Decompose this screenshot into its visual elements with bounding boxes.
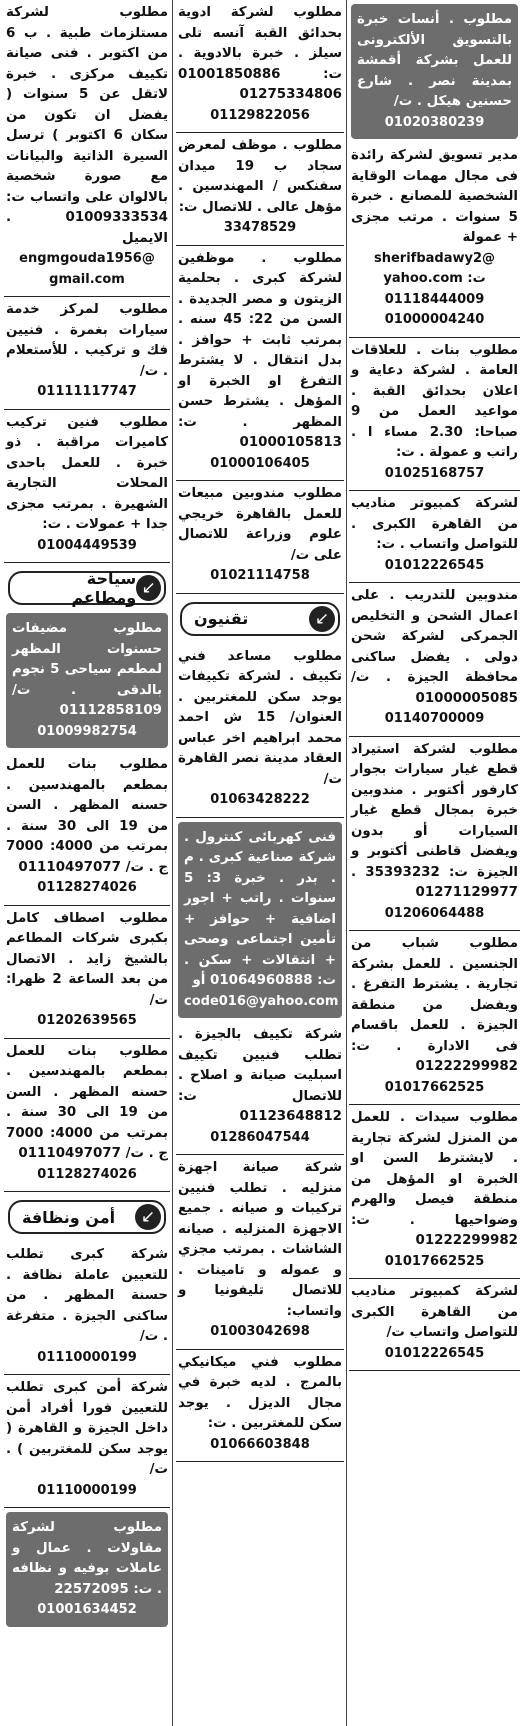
ad-phone: 01110000199 bbox=[37, 1482, 137, 1498]
ad bbox=[349, 737, 520, 932]
column-left bbox=[4, 0, 170, 1726]
ad-phone: 01140700009 bbox=[384, 711, 485, 726]
ad bbox=[4, 0, 170, 297]
ad-text: مطلوب لشركة ادوية بحدائق القبة آنسه تلى سيلز . خبرة بالادوية . ت: 01001850886 01275334806 bbox=[178, 5, 342, 102]
ad-text: مندوبين للتدريب . على اعمال الشحن و التخليص الجمركى لشركة شحن دولى . يفضل ساكنى محافظة الجيزة . ت/ 01000005085 bbox=[351, 588, 518, 706]
ad-phone: 01202639565 bbox=[37, 1013, 137, 1028]
ad bbox=[176, 1155, 344, 1350]
ad-text: شركة صيانة اجهزة منزليه . تطلب فنيين تركيبات و صيانه . جميع الاجهزة المنزليه . صيانه الشاشات . بمرتب مجزي و عموله و تامينات . للاتصال تليفونيا و واتساب: bbox=[178, 1160, 342, 1319]
ad-box bbox=[6, 613, 168, 748]
ad bbox=[349, 143, 520, 338]
ad-phone: 01206064488 bbox=[384, 905, 485, 921]
ad bbox=[4, 410, 170, 564]
ad-email: engmgouda1956@ gmail.com bbox=[19, 251, 155, 287]
ad-text: مطلوب بنات . للعلاقات العامة . لشركة دعاية و اعلان بحدائق القبة . مواعيد العمل من 9 صباحا: 2.30 مساء ا . راتب و عمولة . ت: bbox=[351, 342, 519, 460]
ad bbox=[349, 1105, 520, 1279]
ad-phone: 01128274026 bbox=[37, 880, 137, 895]
ad-box bbox=[351, 4, 518, 139]
ad-phone: 01111117747 bbox=[37, 384, 137, 399]
ad-text: مطلوب لمركز خدمة سيارات بغمرة . فنيين فك و تركيب . للأستعلام . ت/ bbox=[6, 302, 168, 379]
ad bbox=[176, 1022, 344, 1155]
column-divider bbox=[172, 0, 173, 1726]
ad-phone: 01017662525 bbox=[384, 1079, 485, 1095]
ad-text: مطلوب شباب من الجنسين . للعمل بشركة تجارية . يشترط التفرغ . ويفضل من منطقة الجيزة . للعمل باقسام فى الادارة . ت: 01222299982 bbox=[351, 936, 518, 1074]
ad-text: مطلوب مساعد فني تكييف . لشركة تكييفات يوجد سكن للمغتربين . العنوان/ 15 ش احمد محمد ابراهيم اخر عباس العقاد مدينة نصر القاهرة ت/ bbox=[178, 648, 342, 787]
ad-text: مطلوب سيدات . للعمل من المنزل لشركة تجارية . لايشترط السن او الخبرة او المؤهل من منطقة فيصل والهرم وضواحيها . ت: 01222299982 bbox=[351, 1110, 518, 1248]
ad bbox=[349, 583, 520, 737]
section-header-security-cleaning bbox=[8, 1200, 166, 1234]
ad-phone: 01001634452 bbox=[37, 1602, 137, 1617]
ad-phone: 01017662525 bbox=[384, 1253, 485, 1269]
section-title: أمن ونظافة bbox=[22, 1207, 116, 1227]
ad-text: لشركة كمبيوتر مناديب من القاهرة الكبرى . للتواصل واتساب . ت: bbox=[351, 496, 518, 552]
ad-phone: 01009982754 bbox=[37, 723, 137, 739]
ad bbox=[4, 752, 170, 906]
column-right bbox=[349, 0, 520, 1726]
ad-text: مطلوب . أنسات خبرة بالتسويق الألكترونى للعمل بشركة أقمشة بمدينة نصر . شارع حسنين هيكل . ت/ bbox=[357, 12, 512, 109]
ad-text: مطلوب فني ميكانيكي بالمرج . لديه خبرة في مجال الديزل . يوجد سكن للمغتربين . ت: bbox=[178, 1354, 342, 1431]
ad-phone: 01066603848 bbox=[210, 1436, 310, 1452]
ad bbox=[349, 491, 520, 583]
ad-text: مطلوب لشركة استيراد قطع غيار سيارات بجوار كارفور أكتوبر . مندوبين خبرة بمجال قطع غيار السيارات أو بدون ويفضل قاطنى أكتوبر و الجيزة ت: 35393232 . 01271129977 bbox=[351, 741, 518, 900]
section-header-tourism-restaurants bbox=[8, 571, 166, 605]
ad bbox=[4, 906, 170, 1039]
ad-phone: 01110000199 bbox=[37, 1349, 137, 1365]
ad-box bbox=[178, 822, 342, 1019]
ad-phone: 01021114758 bbox=[210, 568, 310, 583]
ad-text: مطلوب . موظف لمعرض سجاد ب 19 ميدان سفنكس / المهندسين . مؤهل عالى . للاتصال ت: bbox=[178, 138, 342, 215]
ad-phone: 01000106405 bbox=[210, 455, 310, 471]
ad bbox=[176, 481, 344, 594]
ad-text: مطلوب بنات للعمل بمطعم بالمهندسين . حسنه المظهر . السن من 19 الى 30 سنة . بمرتب من 4000: 7000 ج . ت/ 01110497077 bbox=[6, 1043, 168, 1161]
ad-text: شركة أمن كبرى تطلب للتعيين فورا أفراد أمن داخل الجيزة و القاهرة ( يوجد سكن للمغتربين ) . ت/ bbox=[6, 1380, 168, 1477]
ad bbox=[349, 338, 520, 492]
ad-phone: 01286047544 bbox=[210, 1129, 310, 1145]
ad-text: شركة تكييف بالجيزة . تطلب فنيين تكييف اسبليت صيانة و اصلاح . للاتصال ت: 01123648812 bbox=[178, 1027, 342, 1124]
ad-phone: 01020380239 bbox=[384, 114, 485, 130]
ad bbox=[4, 1039, 170, 1193]
arrow-circle-icon: ↙ bbox=[136, 575, 161, 601]
ad-text: شركة كبرى تطلب للتعيين عاملة نظافة . حسنة المظهر . من ساكنى الجيزة . متفرغة . ت/ bbox=[6, 1247, 168, 1344]
ad bbox=[176, 1350, 344, 1463]
ad-phone: 01025168757 bbox=[384, 465, 485, 481]
ad bbox=[4, 297, 170, 410]
ad-box bbox=[6, 1512, 168, 1627]
ad-phone: sherifbadawy2@ yahoo.com ت: 01118444009 01000004240 bbox=[373, 250, 496, 327]
ad-text: مطلوب لشركة مقاولات . عمال و عاملات بوفيه و نظافه . ت: 22572095 bbox=[12, 1520, 162, 1597]
ad-email: code016@yahoo.com bbox=[184, 993, 339, 1009]
ad-text: مطلوب . موظفين لشركة كبرى . بحلمية الزيتون و مصر الجديدة . السن من 22: 45 سنه . بمرتب ثابت + حوافز . بدل انتقال . لا يشترط التفرغ او الخبرة او المؤهل . يشترط حسن المظهر . ت: 01000105813 bbox=[178, 250, 342, 450]
ad bbox=[176, 0, 344, 133]
ad-text: فنى كهربائى كنترول . شركة صناعية كبرى . م . بدر . خبرة 3: 5 سنوات . راتب + اجور اضافية + حوافز + تأمين اجتماعى وصحى + انتقالات + سكن . ت: 01064960888 أو bbox=[184, 829, 336, 988]
ad-text: مطلوب اصطاف كامل بكبرى شركات المطاعم بالشيخ زايد . الاتصال من بعد الساعة 2 ظهرا: ت/ bbox=[6, 910, 168, 1008]
ad bbox=[176, 246, 344, 482]
ad-text: مطلوب بنات للعمل بمطعم بالمهندسين . حسنه المظهر . السن من 19 الى 30 سنة . بمرتب من 4000: 7000 ج . ت/ 01110497077 bbox=[6, 757, 168, 875]
ad bbox=[176, 133, 344, 246]
ad-phone: 01003042698 bbox=[210, 1324, 310, 1339]
ad-phone: 01012226545 bbox=[384, 1345, 485, 1361]
ad-text: لشركة كمبيوتر مناديب من القاهرة الكبرى للتواصل واتساب ت/ bbox=[351, 1284, 518, 1340]
ad-phone: 01012226545 bbox=[384, 557, 485, 573]
ad-text: مطلوب مندوبين مبيعات للعمل بالقاهرة خريجي علوم وزراعة للاتصال على ت/ bbox=[178, 486, 342, 563]
ad-text: مدير تسويق لشركة رائدة فى مجال مهمات الوقاية الشخصية للمصانع . خبرة 5 سنوات . مرتب مجزى + عمولة bbox=[351, 148, 518, 245]
ad-phone: 01004449539 bbox=[37, 537, 137, 553]
ad-text: مطلوب فنين تركيب كاميرات مراقبة . ذو خبرة . للعمل باحدى المحلات التجارية الشهيرة . بمرتب مجزى جدا + عمولات . ت: bbox=[6, 414, 168, 532]
ad-phone: 01129822056 bbox=[210, 107, 310, 123]
column-divider bbox=[346, 0, 347, 1726]
ad bbox=[349, 931, 520, 1105]
ad-text: مطلوب لشركة مستلزمات طبية . ب 6 من اكتوبر . فنى صيانة تكييف مركزى . خبرة لاتقل عن 5 سنوات ( يفضل ان تكون من سكان 6 اكتوبر ) ترسل السيرة الذاتية والبيانات مع صورة شخصية بالالوان على واتساب ت: 01009333534 . الايميل bbox=[6, 5, 169, 246]
ad-phone: 33478529 bbox=[223, 220, 297, 235]
ad-phone: 01063428222 bbox=[210, 792, 310, 807]
section-title: سياحة ومطاعم bbox=[71, 569, 137, 607]
ad bbox=[4, 1242, 170, 1375]
column-middle bbox=[176, 0, 344, 1726]
ad bbox=[4, 1375, 170, 1508]
arrow-circle-icon: ↙ bbox=[309, 606, 335, 632]
ad bbox=[176, 644, 344, 818]
ad bbox=[349, 1279, 520, 1371]
section-title: تقنيون bbox=[194, 609, 249, 628]
ad-phone: 01128274026 bbox=[37, 1166, 137, 1182]
section-header-technicians bbox=[180, 602, 340, 636]
ad-text: مطلوب مضيفات حسنوات المظهر لمطعم سياحى 5 نجوم بالدقى . ت/ 01112858109 bbox=[12, 621, 162, 718]
arrow-circle-icon: ↙ bbox=[135, 1204, 161, 1230]
